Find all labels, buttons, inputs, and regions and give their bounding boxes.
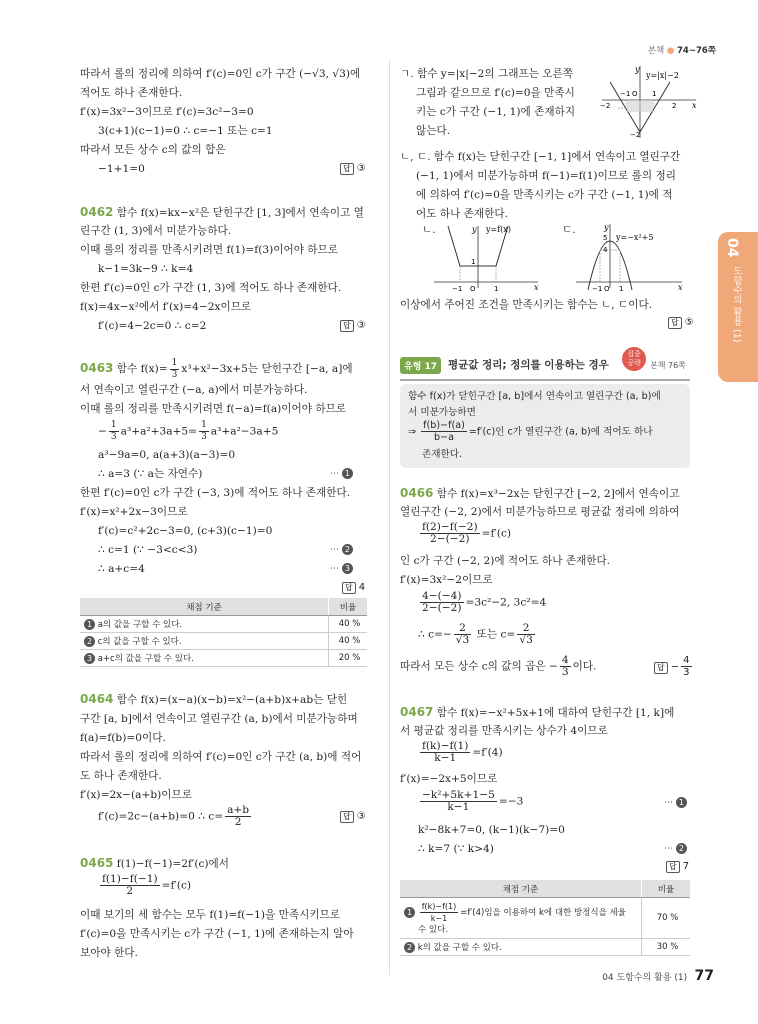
step-marker: ⋯ 1 <box>330 467 353 481</box>
text-line: 따라서 롤의 정리에 의하여 f′(c)=0인 c가 구간 (−√3, √3)에 <box>80 68 361 80</box>
answer-mark: 답 − $\frac{4}{3}$ <box>654 655 694 679</box>
text-line: 인 c가 구간 (−2, 2)에 적어도 하나 존재한다. <box>400 555 611 567</box>
text-line: 한편 f′(c)=0인 c가 구간 (1, 3)에 적어도 하나 존재한다. <box>80 282 342 294</box>
text-line: 열린구간 (−2, 2)에서 미분가능하므로 평균값 정리에 의하여 <box>400 506 680 518</box>
svg-text:y: y <box>604 223 609 232</box>
text-line: ∴ a=3 (∵ a는 자연수) <box>98 468 203 480</box>
text-line: 이때 롤의 정리를 만족시키려면 f(1)=f(3)이어야 하므로 <box>80 244 339 256</box>
step-marker: ⋯ 2 <box>330 543 353 557</box>
svg-text:y=−x²+5: y=−x²+5 <box>616 233 654 242</box>
svg-text:−2: −2 <box>600 102 611 110</box>
svg-text:1: 1 <box>494 285 499 292</box>
text-line: 서 평균값 정리를 만족시키는 상수가 4이므로 <box>400 725 608 737</box>
svg-text:−1: −1 <box>452 285 463 292</box>
svg-text:x: x <box>534 283 539 292</box>
text-line: 에 의하여 f′(c)=0을 만족시키는 c가 구간 (−1, 1)에 적 <box>416 189 673 201</box>
text-line: 따라서 롤의 정리에 의하여 f′(c)=0인 c가 구간 (a, b)에 적어 <box>80 751 362 763</box>
equation-line: − $\frac{1}{3}$ a³+a²+3a+5= $\frac{1}{3}$ a³+a²−3a+5 <box>98 420 279 442</box>
svg-text:O: O <box>470 285 476 292</box>
text-line: f(x)=4x−x²에서 f′(x)=4−2x이므로 <box>80 301 252 313</box>
equation-line: $\frac{4-(-4)}{2-(-2)}$ =3c²−2, 3c²=4 <box>422 590 547 614</box>
type-ref: 본책 76쪽 <box>650 361 686 370</box>
text-line: f′(x)=−2x+5이므로 <box>400 773 498 785</box>
text-line: k²−8k+7=0, (k−1)(k−7)=0 <box>418 824 565 836</box>
type-badge: 유형 17 <box>400 357 441 374</box>
text-line: 도 하나 존재한다. <box>80 770 162 782</box>
text-line: 이때 롤의 정리를 만족시키려면 f(−a)=f(a)이어야 하므로 <box>80 403 347 415</box>
svg-text:5: 5 <box>603 234 608 242</box>
text-line: 서 연속이고 열린구간 (−a, a)에서 미분가능하다. <box>80 384 308 396</box>
svg-text:1: 1 <box>652 90 657 98</box>
text-line: 이때 보기의 세 함수는 모두 f(1)=f(−1)을 만족시키므로 <box>80 909 341 921</box>
type-header <box>400 350 690 381</box>
chapter-number: 04 <box>724 238 740 258</box>
answer-mark: 답 7 <box>666 860 689 874</box>
page-number: 77 <box>694 968 714 984</box>
column-divider <box>389 60 390 975</box>
text-line: 그림과 같으므로 f′(c)=0을 만족시 <box>416 87 575 99</box>
text-line: ㄱ. 함수 y=|x|−2의 그래프는 오른쪽 <box>400 68 573 80</box>
answer-mark: 답 ③ <box>340 810 366 824</box>
text-line: −1+1=0 <box>98 163 145 175</box>
svg-text:2: 2 <box>672 102 677 110</box>
page-header: 본책 ● 74~76쪽 <box>647 46 716 56</box>
text-line: f′(x)=3x²−3이므로 f′(c)=3c²−3=0 <box>80 106 254 118</box>
type-title: 평균값 정리; 정의를 이용하는 경우 <box>448 359 609 371</box>
focus-badge: 집중 공략 <box>622 347 646 371</box>
step-marker: ⋯ 1 <box>664 796 687 810</box>
text-line: 한편 f′(c)=0인 c가 구간 (−3, 3)에 적어도 하나 존재한다. <box>80 487 351 499</box>
equation-line: f′(c)=2c−(a+b)=0 ∴ c= $\frac{a+b}{2}$ <box>98 804 250 828</box>
graph-parabola <box>570 222 690 292</box>
axis-label-x: x <box>692 101 697 110</box>
equation-line: ∴ c=− $\frac{2}{√3}$ 또는 c= $\frac{2}{√3}$ <box>418 622 533 646</box>
equation-line: 따라서 모든 상수 c의 값의 곱은 − $\frac{4}{3}$ 이다. <box>400 654 597 678</box>
text-line: ∴ a+c=4 <box>98 563 145 575</box>
text-line: 적어도 하나 존재한다. <box>80 87 183 99</box>
problem-0463: 0463 함수 f(x)= $\frac{1}{3}$ x³+x²−3x+5는 닫힌구간 [−a, a]에 <box>80 357 353 380</box>
text-line: f′(c)=0을 만족시키는 c가 구간 (−1, 1)에 존재하는지 알아 <box>80 928 354 940</box>
text-line: f′(x)=2x−(a+b)이므로 <box>80 789 192 801</box>
text-line: 3(c+1)(c−1)=0 ∴ c=−1 또는 c=1 <box>98 125 273 137</box>
text-line: 이상에서 주어진 조건을 만족시키는 함수는 ㄴ, ㄷ이다. <box>400 299 653 311</box>
curve-label: y=|x|−2 <box>646 71 679 80</box>
step-marker: ⋯ 2 <box>664 842 687 856</box>
svg-text:1: 1 <box>619 285 624 292</box>
svg-text:O: O <box>604 285 610 292</box>
text-line: 키는 c가 구간 (−1, 1)에 존재하지 <box>416 106 576 118</box>
arrow-icon: ⇒ <box>408 426 417 438</box>
text-line: f′(c)=4−2c=0 ∴ c=2 <box>98 320 207 332</box>
svg-text:−1: −1 <box>592 285 603 292</box>
tip-box: 함수 f(x)가 닫힌구간 [a, b]에서 연속이고 열린구간 (a, b)에 서 미분가능하면 ⇒ $\frac{f(b)-f(a)}{b-a}$ =f′(c)인 c가 열린구간 (a, b)에 적어도 하나 존재한다. <box>400 384 690 468</box>
dot-icon: ● <box>666 46 675 56</box>
graph-f <box>426 222 546 292</box>
text-line: k−1=3k−9 ∴ k=4 <box>98 263 194 275</box>
equation-line: $\frac{f(1)-f(-1)}{2}$ =f′(c) <box>102 873 192 897</box>
svg-text:−1: −1 <box>620 90 631 98</box>
text-line: 어도 하나 존재한다. <box>416 208 508 220</box>
text-line: ∴ k=7 (∵ k>4) <box>418 843 494 855</box>
text-line: 보아야 한다. <box>80 947 138 959</box>
svg-text:x: x <box>678 283 683 292</box>
problem-0467: 0467 함수 f(x)=−x²+5x+1에 대하여 닫힌구간 [1, k]에 <box>400 705 675 719</box>
text-line: 구간 [a, b]에서 연속이고 열린구간 (a, b)에서 미분가능하며 <box>80 713 358 725</box>
chapter-title: 도함수의 활용 (1) <box>731 266 742 343</box>
graph-abs-x <box>596 62 700 142</box>
answer-mark: 답 ③ <box>340 319 366 333</box>
scoring-table: 채점 기준 비율 1 $\frac{f(k)-f(1)}{k-1}$ =f′(4)임을 이용하여 k에 대한 방정식을 세울 수 있다. 70 % 2 k의 값을 구할 수 있다. 30 % <box>400 880 690 956</box>
scoring-table: 채점 기준 비율 1 a의 값을 구할 수 있다. 40 % 2 c의 값을 구할 수 있다. 40 % 3 a+c의 값을 구할 수 있다. 20 % <box>80 598 367 667</box>
svg-text:1: 1 <box>471 258 476 266</box>
problem-0465: 0465 f(1)−f(−1)=2f′(c)에서 <box>80 856 229 870</box>
svg-text:y=f(x): y=f(x) <box>486 225 511 234</box>
text-line: 따라서 모든 상수 c의 값의 합은 <box>80 144 226 156</box>
text-line: f′(x)=3x²−2이므로 <box>400 574 493 586</box>
svg-text:O: O <box>632 90 638 98</box>
text-line: a³−9a=0, a(a+3)(a−3)=0 <box>98 449 236 461</box>
problem-0466: 0466 함수 f(x)=x³−2x는 닫힌구간 [−2, 2]에서 연속이고 <box>400 486 680 500</box>
page-footer: 04 도함수의 활용 (1) 77 <box>602 968 714 984</box>
svg-text:y: y <box>472 225 477 234</box>
answer-mark: 답 ③ <box>340 162 366 176</box>
graph-tag: ㄷ. <box>562 224 576 236</box>
problem-0462: 0462 함수 f(x)=kx−x²은 닫힌구간 [1, 3]에서 연속이고 열 <box>80 205 364 219</box>
equation-line: $\frac{\text{−k²+5k+1−5}}{k-1}$ =−3 <box>422 789 524 813</box>
text-line: 않는다. <box>416 125 451 137</box>
text-line: f(a)=f(b)=0이다. <box>80 732 166 744</box>
text-line: f′(x)=x²+2x−3이므로 <box>80 506 188 518</box>
text-line: ∴ c=1 (∵ −3<c<3) <box>98 544 198 556</box>
step-marker: ⋯ 3 <box>330 562 353 576</box>
answer-mark: 답 4 <box>342 581 365 595</box>
text-line: f′(c)=c²+2c−3=0, (c+3)(c−1)=0 <box>98 525 273 537</box>
svg-text:4: 4 <box>603 246 608 254</box>
answer-mark: 답 ⑤ <box>668 316 694 330</box>
graph-tag: ㄴ. <box>422 224 436 236</box>
svg-text:−2: −2 <box>630 131 641 139</box>
problem-0464: 0464 함수 f(x)=(x−a)(x−b)=x²−(a+b)x+ab는 닫힌 <box>80 692 348 706</box>
chapter-side-tab <box>718 232 758 382</box>
text-line: 린구간 (1, 3)에서 미분가능하다. <box>80 225 232 237</box>
equation-line: $\frac{f(k)-f(1)}{k-1}$ =f′(4) <box>422 740 503 764</box>
text-line: (−1, 1)에서 미분가능하며 f(−1)=f(1)이므로 롤의 정리 <box>416 170 676 182</box>
text-line: ㄴ, ㄷ. 함수 f(x)는 닫힌구간 [−1, 1]에서 연속이고 열린구간 <box>400 151 681 163</box>
equation-line: $\frac{f(2)-f(-2)}{2-(-2)}$ =f′(c) <box>422 521 512 545</box>
axis-label-y: y <box>635 65 640 74</box>
